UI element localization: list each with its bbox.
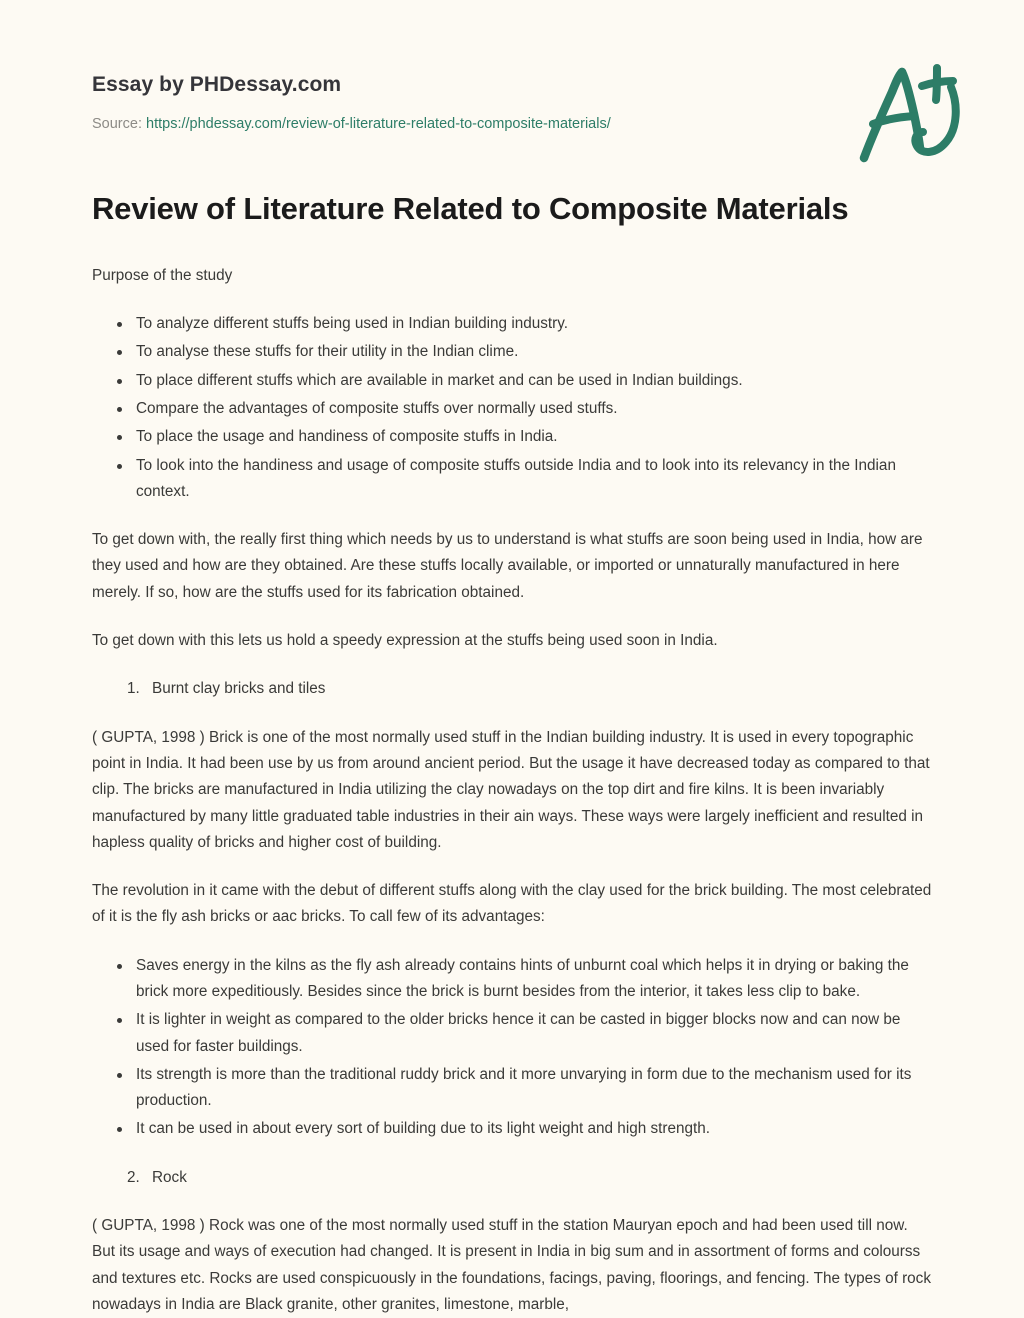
list-item: To place different stuffs which are available in market and can be used in Indian buildings. — [136, 368, 932, 394]
section-heading-2: 2. Rock — [144, 1165, 932, 1191]
paragraph-2: To get down with this lets us hold a speedy expression at the stuffs being used soon in India. — [92, 632, 718, 650]
list-item: Saves energy in the kilns as the fly ash already contains hints of unburnt coal which helps it in drying or baking the brick more expeditiously. Besides since the brick is burnt besides from the interior, it takes less clip to bake. — [136, 953, 932, 1006]
list-item: It can be used in about every sort of building due to its light weight and high strength. — [136, 1116, 932, 1142]
aplus-logo-icon — [848, 62, 968, 167]
intro-paragraph: Purpose of the study — [92, 266, 233, 284]
paragraph-5: ( GUPTA, 1998 ) Rock was one of the most normally used stuff in the station Mauryan epoch and had been used till now. But its usage and ways of execution had changed. It is present in India in big sum and in assortment of forms and colourss and textures etc. Rocks are used conspicuously in the foundations, facings, paving, floorings, and fencing. The types of rock nowadays in India are Black granite, other granites, limestone, marble, — [92, 1217, 931, 1313]
source-label: Source: — [92, 116, 142, 133]
advantages-bullet-list — [92, 953, 932, 1143]
list-item: To analyze different stuffs being used in Indian building industry. — [136, 311, 932, 337]
numbered-section-list-1 — [92, 676, 932, 702]
paragraph-1: To get down with, the really first thing which needs by us to understand is what stuffs are soon being used in India, how are they used and how are they obtained. Are these stuffs locally available, or imported or unnaturally manufactured in here merely. If so, how are the stuffs used for its fabrication obtained. — [92, 531, 923, 601]
list-item: Its strength is more than the traditional ruddy brick and it more unvarying in form due to the mechanism used for its production. — [136, 1062, 932, 1115]
list-item: To analyse these stuffs for their utility in the Indian clime. — [136, 339, 932, 365]
list-item: Compare the advantages of composite stuffs over normally used stuffs. — [136, 396, 932, 422]
paragraph-3: ( GUPTA, 1998 ) Brick is one of the most normally used stuff in the Indian building industry. It is used in every topographic point in India. It had been use by us from around ancient period. But the usage it have decreased today as compared to that clip. The bricks are manufactured in India utilizing the clay nowadays on the top dirt and fire kilns. It is been invariably manufactured by many little graduated table industries in their ain ways. These ways were largely inefficient and resulted in hapless quality of bricks and higher cost of building. — [92, 728, 930, 851]
source-line — [92, 115, 968, 134]
purpose-bullet-list — [92, 311, 932, 505]
list-item: To look into the handiness and usage of composite stuffs outside India and to look into its relevancy in the Indian context. — [136, 453, 932, 506]
brand-title: Essay by PHDessay.com — [92, 73, 342, 96]
page-header — [0, 0, 1024, 190]
section-heading-1: 1. Burnt clay bricks and tiles — [144, 676, 932, 702]
list-item: To place the usage and handiness of composite stuffs in India. — [136, 424, 932, 450]
article-body — [0, 190, 1024, 1318]
list-item: It is lighter in weight as compared to the older bricks hence it can be casted in bigger blocks now and can now be used for faster buildings. — [136, 1007, 932, 1060]
page-title: Review of Literature Related to Composite Materials — [92, 191, 849, 226]
paragraph-4: The revolution in it came with the debut of different stuffs along with the clay used for the brick building. The most celebrated of it is the fly ash bricks or aac bricks. To call few of its advantages: — [92, 882, 932, 926]
source-url-link[interactable]: https://phdessay.com/review-of-literature-related-to-composite-materials/ — [146, 116, 611, 133]
numbered-section-list-2 — [92, 1165, 932, 1191]
